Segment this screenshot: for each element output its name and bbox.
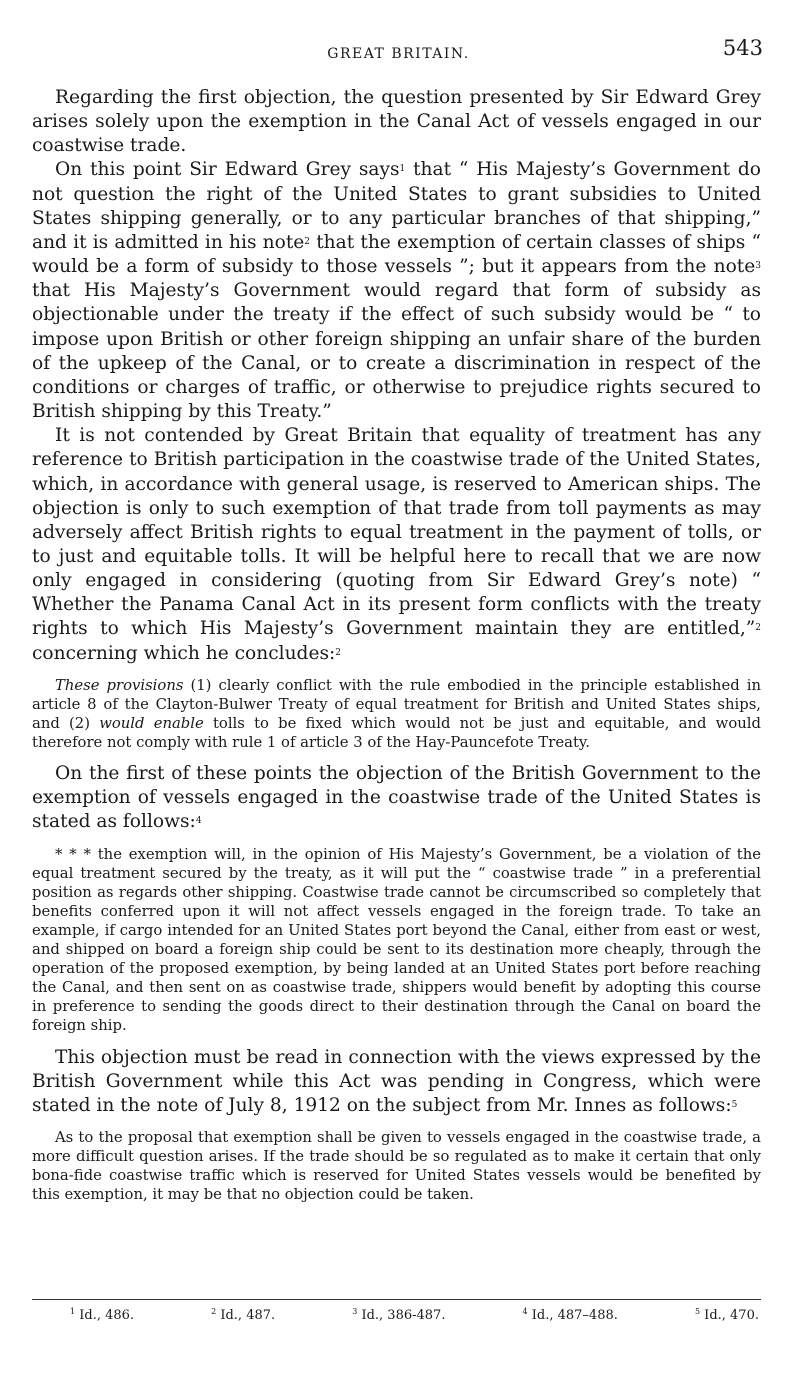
page-header [34, 36, 763, 66]
footnote-ref: 1 [399, 164, 406, 175]
paragraph-2: On this point Sir Edward Grey says$^1$ that “ His Majesty’s Government do not question the right of the United States to grant subsidies to United States shipping generally, or to any particular branches of that shipping,” and it is admitted in his note$^2$ that the exemption of certain classes of ships “ would be a form of subsidy to those vessels ”; but it appears from the note$^3$ that His Majesty’s Government would regard that form of subsidy as objectionable under the treaty if the effect of such subsidy would be “ to impose upon British or other foreign shipping an unfair share of the burden of the upkeep of the Canal, or to create a discrimination in respect of the conditions or charges of traffic, or otherwise to prejudice rights secured to British shipping by this Treaty.” [32, 159, 761, 423]
page-number: 543 [722, 36, 763, 60]
footnote-4: $^4$ Id., 487–488. [522, 1307, 618, 1323]
footnote-ref: 3 [755, 261, 761, 272]
paragraph-3: It is not contended by Great Britain that equality of treatment has any reference to British participation in the coastwise trade of the United States, which, in accordance with general usage, is reserved to American ships. The objection is only to such exemption of that trade from toll payments as may adversely affect British rights to equal treatment in the payment of tolls, or to just and equitable tolls. It will be helpful here to recall that we are now only engaged in considering (quoting from Sir Edward Grey’s note) “ Whether the Panama Canal Act in its present form conflicts with the treaty rights to which His Majesty’s Government maintain they are entitled,”$^2$ concerning which he concludes:$^2$ [32, 425, 761, 664]
footnote-ref: 2 [755, 623, 761, 634]
paragraph-5: This objection must be read in connection with the views expressed by the British Government while this Act was pending in Congress, which were stated in the note of July 8, 1912 on the subject from Mr. Innes as follows:$^5$ [32, 1046, 761, 1116]
footnotes [70, 1308, 759, 1323]
block-quote-1: These provisions (1) clearly conflict with the rule embodied in the principle established in article 8 of the Clayton-Bulwer Treaty of equal treatment for British and United States ships, and (2) would enable tolls to be fixed which would not be just and equitable, and would therefore not comply with rule 1 of article 3 of the Hay-Pauncefote Treaty. [32, 676, 761, 752]
paragraph-4: On the first of these points the objection of the British Government to the exemption of vessels engaged in the coastwise trade of the United States is stated as follows:$^4$ [32, 763, 761, 833]
footnote-ref: 2 [335, 647, 341, 658]
footnote-ref: 4 [195, 816, 202, 827]
page-body [32, 86, 761, 1204]
footnote-ref: 5 [731, 1099, 738, 1110]
footnote-3: $^3$ Id., 386-487. [352, 1307, 446, 1323]
block-quote-3: As to the proposal that exemption shall be given to vessels engaged in the coastwise trade, a more difficult question arises. If the trade should be so regulated as to make it certain that only bona-fide coastwise traffic which is reserved for United States vessels would be benefited by this exemption, it may be that no objection could be taken. [32, 1129, 761, 1204]
footnote-divider [32, 1299, 761, 1300]
paragraph-1: Regarding the first objection, the question presented by Sir Edward Grey arises solely upon the exemption in the Canal Act of vessels engaged in our coastwise trade. [32, 87, 761, 157]
footnote-1: $^1$ Id., 486. [70, 1307, 135, 1323]
footnote-ref: 2 [304, 236, 311, 247]
footnote-5: $^5$ Id., 470. [694, 1307, 759, 1323]
footnote-2: $^2$ Id., 487. [211, 1307, 276, 1323]
block-quote-2: * * * the exemption will, in the opinion of His Majesty’s Government, be a violation of the equal treatment secured by the treaty, as it will put the “ coastwise trade ” in a preferential position as regards other shipping. Coastwise trade cannot be circumscribed so completely that benefits conferred upon it will not affect vessels engaged in the foreign trade. To take an example, if cargo intended for an United States port beyond the Canal, either from east or west, and shipped on board a foreign ship could be sent to its destination more cheaply, through the operation of the proposed exemption, by being landed at an United States port before reaching the Canal, and then sent on as coastwise trade, shippers would benefit by adopting this course in preference to sending the goods direct to their destination through the Canal on board the foreign ship. [32, 845, 761, 1035]
running-title: GREAT BRITAIN. [327, 46, 470, 62]
